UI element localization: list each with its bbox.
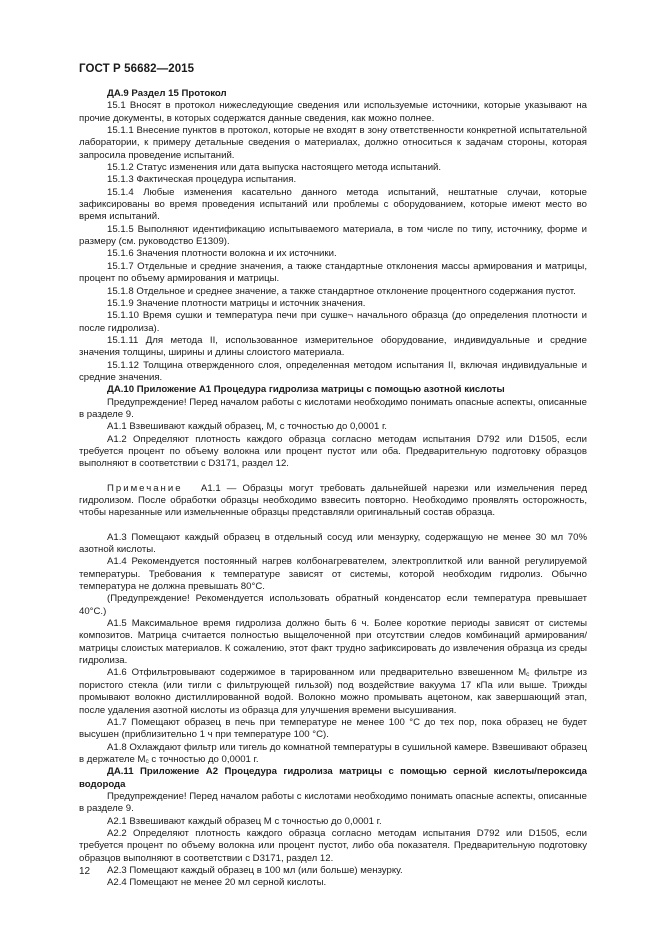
paragraph: 15.1.1 Внесение пунктов в протокол, которые не входят в зону ответственности конкретной испытательной лаборатории, к примеру детальные сведения о материалах, должно относиться к задачам стороны, которая запросила проведение испытаний.	[79, 125, 587, 161]
warning-paragraph: (Предупреждение! Рекомендуется использовать обратный конденсатор если температура превышает 40°С.)	[79, 593, 587, 617]
paragraph: 15.1.12 Толщина отвержденного слоя, определенная методом испытания II, включая индивидуальные и средние значения.	[79, 359, 587, 383]
document-body	[79, 88, 587, 890]
paragraph: 15.1.3 Фактическая процедура испытания.	[107, 174, 297, 186]
note-label: Примечание	[107, 482, 183, 494]
document-header: ГОСТ Р 56682—2015	[79, 63, 195, 75]
paragraph: А2.2 Определяют плотность каждого образца согласно методам испытания D792 или D1505, если требуется процент по объему волокна или процент пустот, либо оба показателя. Предварительную подготовку образцов выполняют в соответствии с D3171, раздел 12.	[79, 827, 587, 864]
paragraph: А2.1 Взвешивают каждый образец М с точностью до 0,0001 г.	[107, 815, 382, 827]
paragraph: 15.1.7 Отдельные и средние значения, а также стандартные отклонения массы армирования и матрицы, процент по объему армирования и матрицы.	[79, 260, 587, 285]
paragraph: А1.4 Рекомендуется постоянный нагрев колбонагревателем, электроплиткой или ванной регулируемой температуры. Требования к температуре зависят от системы, которой необходим гидролиз. Обычно температура не должна превышать 80°С.	[79, 556, 587, 593]
paragraph: 15.1.2 Статус изменения или дата выпуска настоящего метода испытаний.	[107, 162, 442, 174]
paragraph: А2.3 Помещают каждый образец в 100 мл (или больше) мензурку.	[107, 864, 403, 876]
paragraph: А1.2 Определяют плотность каждого образца согласно методам испытания D792 или D1505, если требуется процент по объему волокна или процент пустот или оба. Предварительную подготовку образцов выполняют в соответствии с D3171, раздел 12.	[79, 433, 587, 470]
paragraph: А1.7 Помещают образец в печь при температуре не менее 100 °С до тех пор, пока образец не будет высушен (приблизительно 1 ч при температуре 100 °С).	[79, 716, 587, 741]
note-paragraph	[79, 483, 587, 520]
paragraph: А1.3 Помещают каждый образец в отдельный сосуд или мензурку, содержащую не менее 30 мл 70% азотной кислоты.	[79, 531, 587, 556]
paragraph: А2.4 Помещают не менее 20 мл серной кислоты.	[107, 877, 327, 889]
page-number: 12	[79, 866, 91, 877]
paragraph: А1.1 Взвешивают каждый образец, М, с точностью до 0,0001 г.	[107, 421, 387, 433]
note-text: А1.1 — Образцы могут требовать дальнейшей нарезки или измельчения перед гидролизом. После обработки образцы необходимо взвесить повторно. Необходимо проявлять осторожность, чтобы нарезанные или измельченные образцы представляли оригинальный состав образца.	[79, 482, 588, 519]
paragraph: 15.1.6 Значения плотности волокна и их источники.	[107, 248, 337, 260]
paragraph: 15.1.11 Для метода II, использованное измерительное оборудование, индивидуальные и средние значения толщины, ширины и длины слоистого материала.	[79, 334, 587, 359]
paragraph: 15.1.10 Время сушки и температура печи при сушке¬ начального образца (до определения плотности и после гидролиза).	[79, 310, 587, 334]
section-heading-da11: ДА.11 Приложение А2 Процедура гидролиза матрицы с помощью серной кислоты/пероксида водорода	[79, 766, 587, 790]
section-heading-da10: ДА.10 Приложение А1 Процедура гидролиза матрицы с помощью азотной кислоты	[107, 384, 505, 396]
paragraph: А1.5 Максимальное время гидролиза должно быть 6 ч. Более короткие периоды зависят от системы композитов. Матрица считается полностью выщелоченной при отсутствии следов комбинаций армирования/матрицы слоистых материалов. К сожалению, этот факт трудно зафиксировать до извлечения образца из среды гидролиза.	[79, 618, 587, 667]
warning-paragraph: Предупреждение! Перед началом работы с кислотами необходимо понимать опасные аспекты, описанные в разделе 9.	[79, 790, 587, 815]
warning-paragraph: Предупреждение! Перед началом работы с кислотами необходимо понимать опасные аспекты, описанные в разделе 9.	[79, 396, 587, 420]
paragraph: 15.1 Вносят в протокол нижеследующие сведения или используемые источники, которые указывают на прочие документы, в которых содержатся данные сведения, как можно полнее.	[79, 100, 587, 124]
section-heading-da9: ДА.9 Раздел 15 Протокол	[107, 88, 227, 99]
paragraph: 15.1.5 Выполняют идентификацию испытываемого материала, в том числе по типу, источнику, форме и размеру (см. руководство Е1309).	[79, 223, 587, 248]
paragraph: 15.1.8 Отдельное и среднее значение, а также стандартное отклонение процентного содержания пустот.	[107, 285, 576, 297]
paragraph: 15.1.9 Значение плотности матрицы и источник значения.	[107, 297, 366, 309]
paragraph: А1.6 Отфильтровывают содержимое в тарированном или предварительно взвешенном $М_с$ фильтре из пористого стекла (или тигли с фильтрующей гильзой) под воздействие вакуума 17 кПа или выше. Трижды промывают волокно дистиллированной водой. Волокно можно промывать ацетоном, как завершающий этап, после удаления азотной кислоты из образца для улучшения времени высушивания.	[79, 667, 587, 716]
paragraph: А1.8 Охлаждают фильтр или тигель до комнатной температуры в сушильной камере. Взвешивают образец в держателе $М_с$ с точностью до 0,0001 г.	[79, 741, 587, 765]
paragraph: 15.1.4 Любые изменения касательно данного метода испытаний, нештатные случаи, которые зафиксированы во время проведения испытаний или проблемы с оборудованием, которые имеют место во время испытаний.	[79, 186, 587, 223]
